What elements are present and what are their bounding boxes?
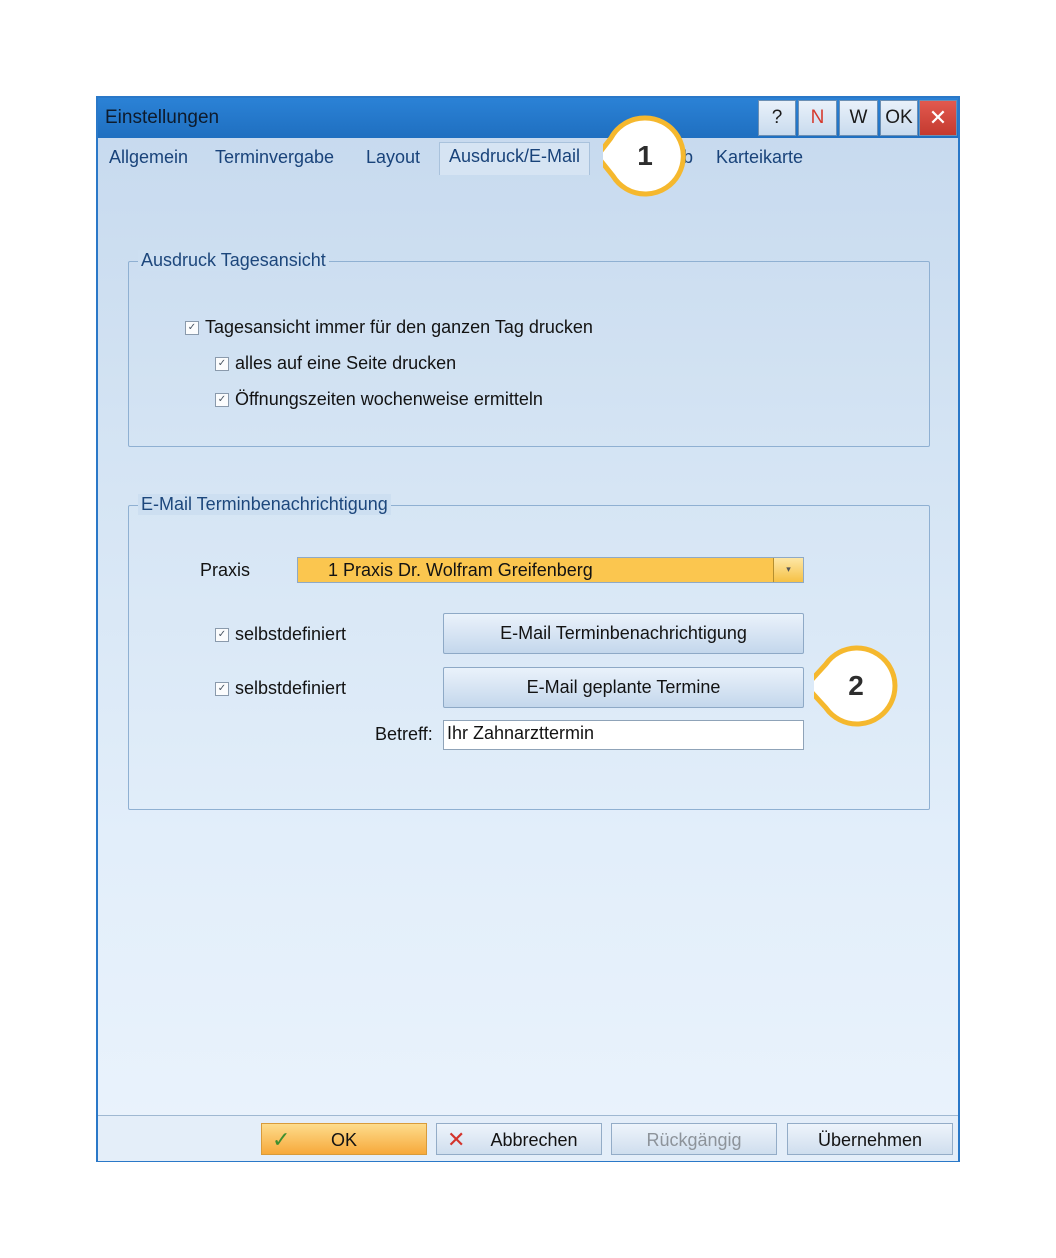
close-icon: ✕ bbox=[928, 105, 948, 130]
email-notification-button[interactable]: E-Mail Terminbenachrichtigung bbox=[443, 613, 804, 654]
option-label: Öffnungszeiten wochenweise ermitteln bbox=[235, 389, 543, 409]
option-label: selbstdefiniert bbox=[235, 624, 347, 644]
option-custom-notification[interactable] bbox=[215, 624, 346, 645]
close-button[interactable] bbox=[919, 100, 957, 136]
settings-dialog bbox=[96, 96, 960, 1162]
option-label: alles auf eine Seite drucken bbox=[235, 353, 457, 373]
undo-button[interactable] bbox=[611, 1123, 777, 1155]
apply-button[interactable] bbox=[787, 1123, 953, 1155]
praxis-select[interactable] bbox=[297, 557, 804, 583]
callout-2 bbox=[814, 644, 898, 728]
print-group-title: Ausdruck Tagesansicht bbox=[138, 250, 329, 271]
callout-1 bbox=[603, 114, 687, 198]
help-button[interactable]: ? bbox=[758, 100, 796, 136]
checkmark-icon: ✓ bbox=[272, 1127, 291, 1152]
checkbox-checked-icon[interactable]: ✓ bbox=[215, 357, 229, 371]
dialog-footer bbox=[98, 1115, 958, 1161]
chevron-down-icon[interactable]: ▾ bbox=[773, 558, 803, 582]
cross-icon: ✕ bbox=[447, 1127, 466, 1152]
email-planned-button[interactable]: E-Mail geplante Termine bbox=[443, 667, 804, 708]
option-label: selbstdefiniert bbox=[235, 678, 347, 698]
tab-partial[interactable]: b bbox=[683, 147, 694, 167]
option-one-page[interactable] bbox=[215, 353, 456, 374]
tab-layout[interactable]: Layout bbox=[366, 147, 421, 167]
tab-karteikarte[interactable]: Karteikarte bbox=[716, 147, 804, 167]
ok-button[interactable] bbox=[261, 1123, 427, 1155]
praxis-label: Praxis bbox=[200, 560, 251, 580]
option-full-day[interactable] bbox=[185, 317, 593, 338]
cancel-label: Abbrechen bbox=[490, 1130, 578, 1150]
n-button[interactable]: N bbox=[798, 100, 837, 136]
callout-number: 2 bbox=[848, 670, 864, 701]
ok-title-button[interactable]: OK bbox=[880, 100, 918, 136]
window-title: Einstellungen bbox=[105, 107, 220, 128]
option-opening-hours[interactable] bbox=[215, 389, 543, 410]
praxis-selected-value: 1 Praxis Dr. Wolfram Greifenberg bbox=[328, 560, 593, 580]
subject-input[interactable]: Ihr Zahnarzttermin bbox=[443, 720, 804, 750]
email-group-title: E-Mail Terminbenachrichtigung bbox=[138, 494, 391, 515]
callout-number: 1 bbox=[637, 140, 653, 171]
undo-label: Rückgängig bbox=[646, 1130, 742, 1150]
title-bar bbox=[98, 98, 958, 138]
checkbox-checked-icon[interactable]: ✓ bbox=[215, 628, 229, 642]
checkbox-checked-icon[interactable]: ✓ bbox=[215, 393, 229, 407]
email-group bbox=[128, 494, 930, 810]
w-button[interactable]: W bbox=[839, 100, 878, 136]
apply-label: Übernehmen bbox=[817, 1130, 923, 1150]
tab-bar bbox=[98, 138, 958, 174]
subject-label: Betreff: bbox=[375, 724, 433, 744]
tab-allgemein[interactable]: Allgemein bbox=[109, 147, 189, 167]
checkbox-checked-icon[interactable]: ✓ bbox=[185, 321, 199, 335]
ok-label: OK bbox=[330, 1130, 357, 1150]
option-label: Tagesansicht immer für den ganzen Tag drucken bbox=[205, 317, 593, 337]
checkbox-checked-icon[interactable]: ✓ bbox=[215, 682, 229, 696]
option-custom-planned[interactable] bbox=[215, 678, 346, 699]
tab-terminvergabe[interactable]: Terminvergabe bbox=[215, 147, 335, 167]
cancel-button[interactable] bbox=[436, 1123, 602, 1155]
tab-ausdruck-email[interactable]: Ausdruck/E-Mail bbox=[439, 142, 590, 175]
